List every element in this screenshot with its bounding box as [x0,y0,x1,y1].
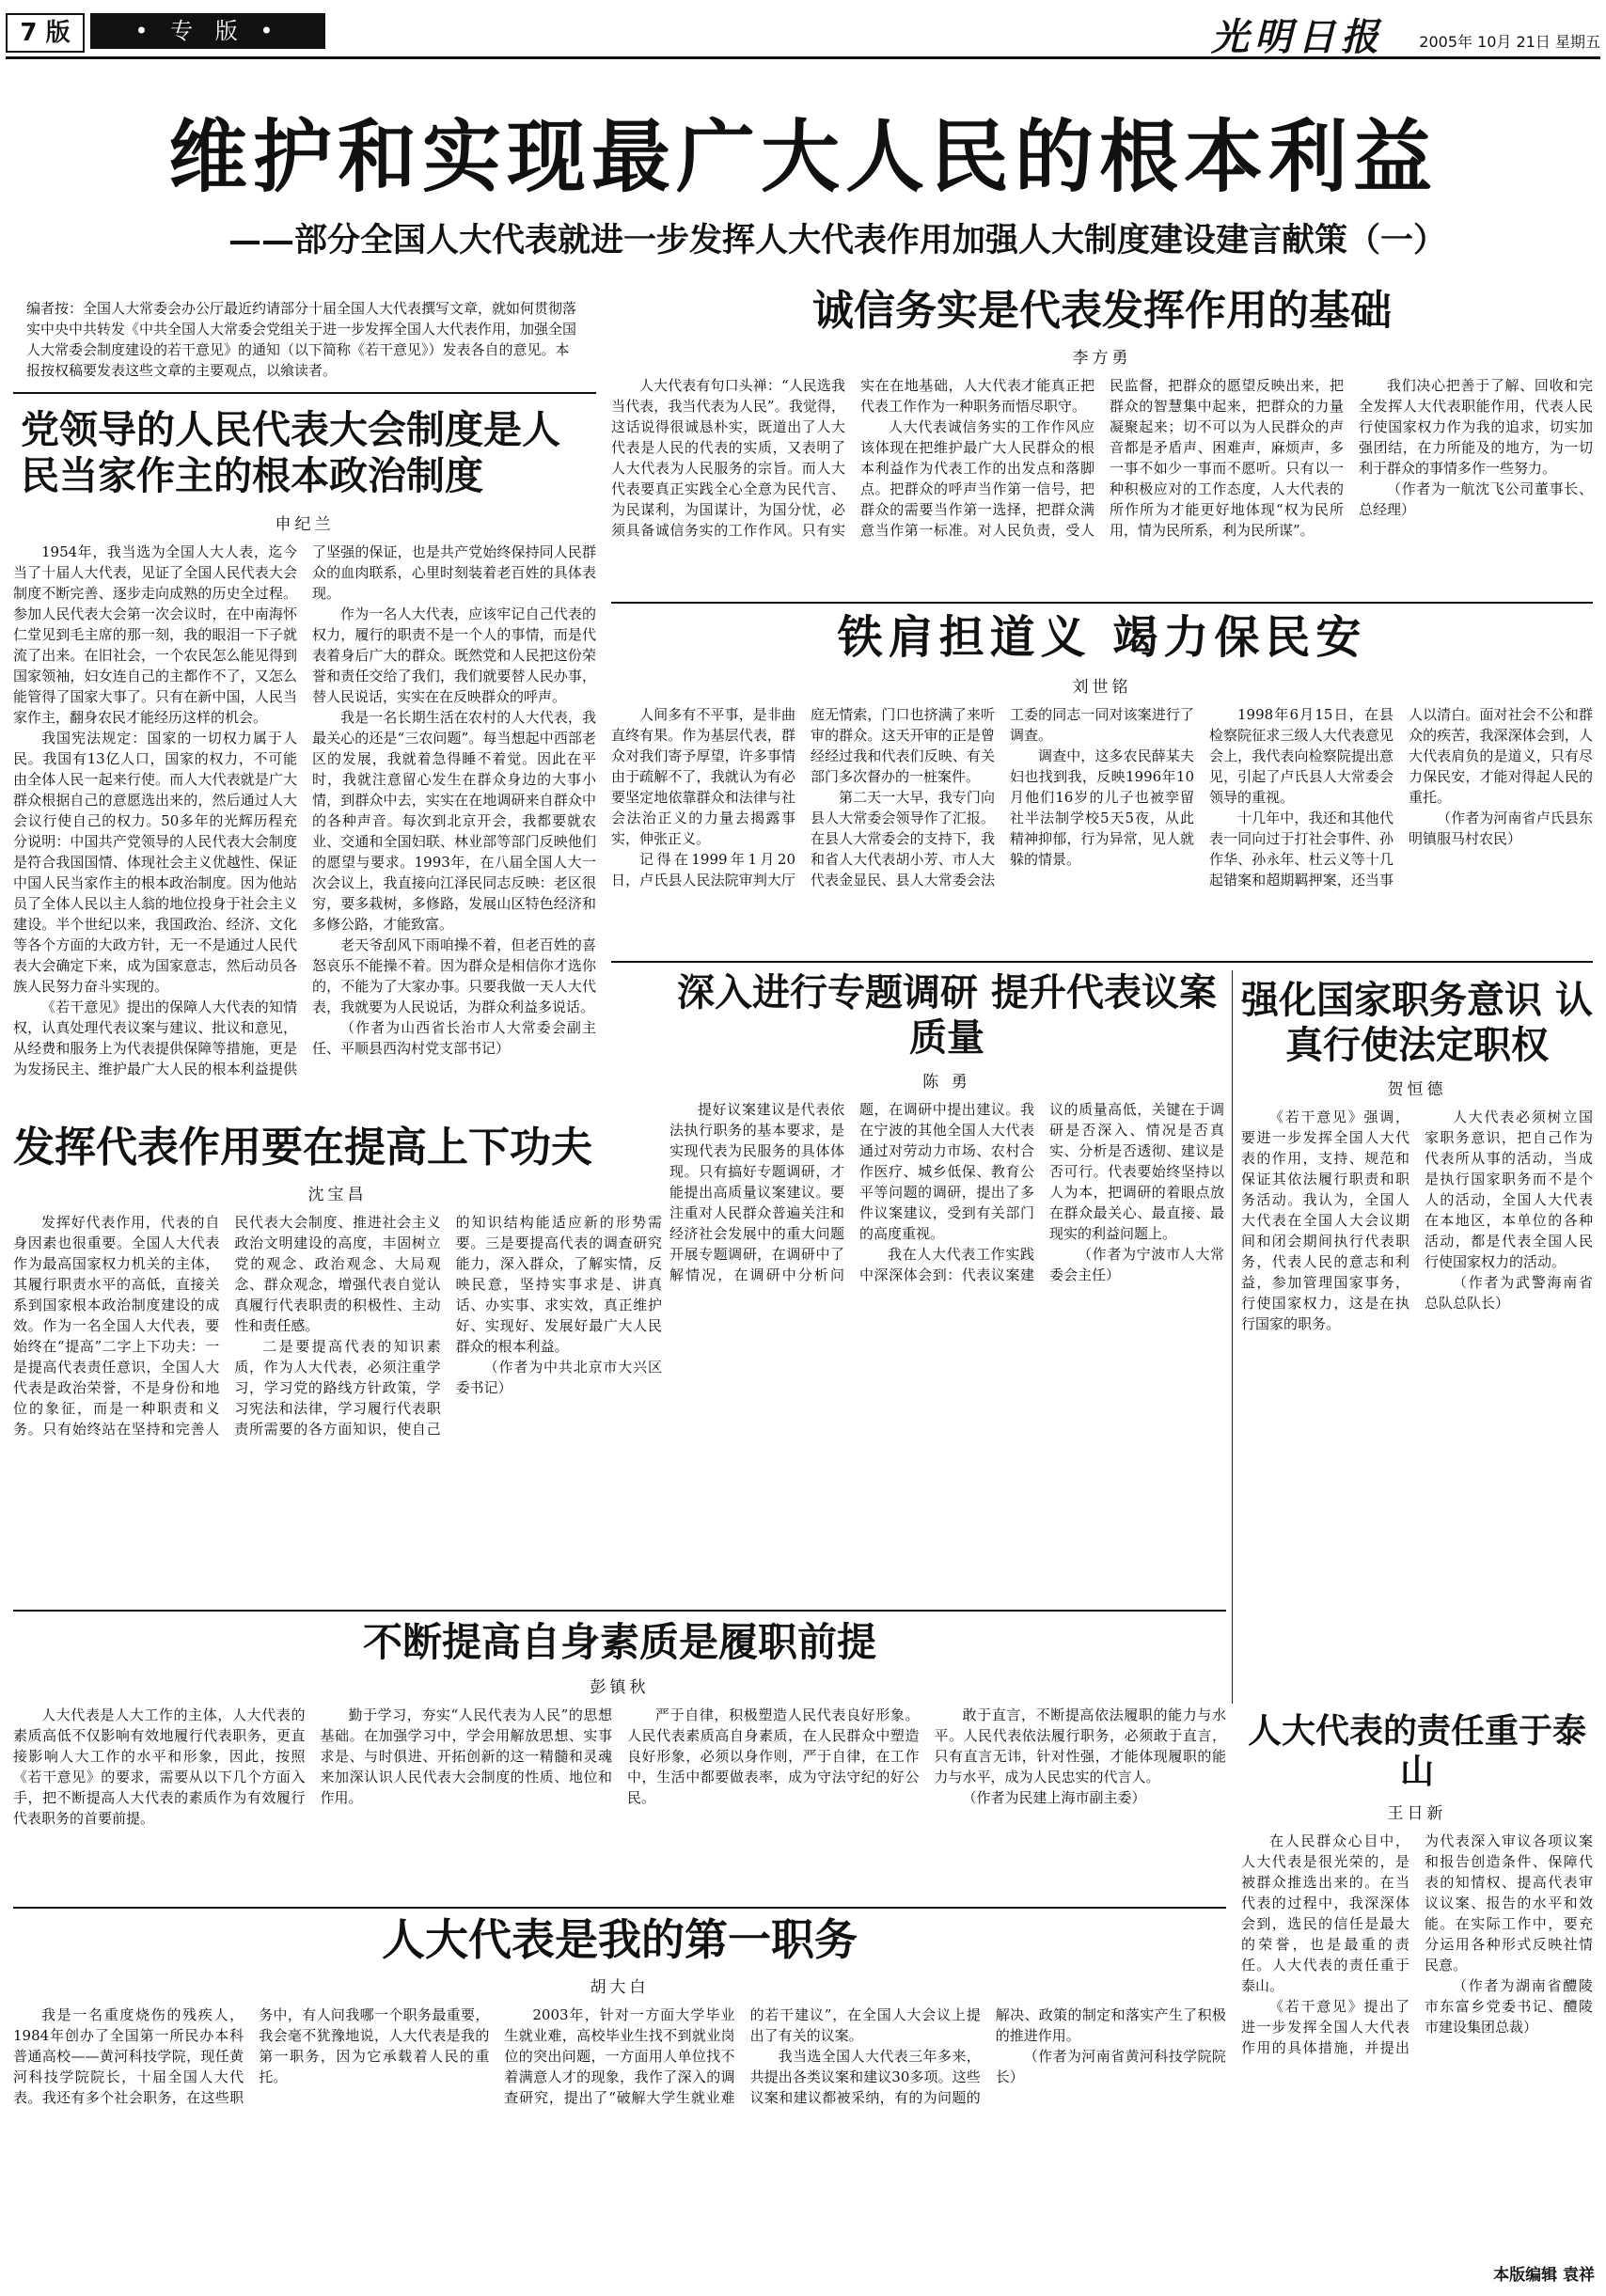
article-title: 党领导的人民代表大会制度是人民当家作主的根本政治制度 [21,407,560,499]
article-author: 李方勇 [1072,348,1132,368]
article-body [611,704,1593,890]
article-author: 陈 勇 [922,1073,971,1092]
article-title: 人大代表是我的第一职务 [382,1914,858,1965]
page-header [6,6,1600,59]
paragraph: 严于自律，积极塑造人民代表良好形象。人民代表素质高自身素质，在人民群众中塑造良好形象，必须以身作则，严于自律，在工作中，生活中都要做表率，成为守法守纪的好公民。 [627,1706,920,1807]
article-block-6 [1241,978,1593,1702]
article-body [13,542,596,1079]
paragraph: 《若干意见》强调，要进一步发挥全国人大代表的作用，支持、规范和保证其依法履行职责和职务活动。我认为，全国人大代表在全国人大会议期间和闭会期间执行代表职务，代表人民的意志和利益，参加管理国家事务，行使国家权力，这是在执行国家的职务。 [1241,1109,1409,1332]
paragraph: 1954年，我当选为全国人大人表，迄今当了十届人大代表，见证了全国人民代表大会制度不断完善、逐步走向成熟的历史全过程。参加人民代表大会第一次会议时，在中南海怀仁堂见到毛主席的那一刻，我的眼泪一下子就流了出来。在旧社会，一个农民怎么能见得到国家领袖，妇女连自己的主都作不了，又怎么能管得了国家大事了。只有在新中国，人民当家作主，翻身农民才能经历这样的机会。 [13,543,297,727]
article-title: 发挥代表作用要在提高上下功夫 [13,1124,592,1172]
paragraph: 记得在1999年1月20日，卢氏县人民法院审判大厅庭无情索，门口也挤满了来听审的群众。这天开审的正是曾经经过我和代表们反映、有关部门多次督办的一桩案件。 [611,705,995,889]
paragraph: 我在人大代表工作实践中深深体会到：代表议案建议的质量高低，关键在于调研是否深入、情况是否真实、分析是否透彻、建议是否可行。代表要始终坚持以人为本，把调研的着眼点放在群众最关心、最直接、最现实的利益问题上。 [859,1101,1224,1283]
paragraph: 人大代表是人大工作的主体，人大代表的素质高低不仅影响有效地履行代表职务，更直接影响人大工作的水平和形象，因此，按照《若干意见》的要求，需要从以下几个方面入手，把不断提高人大代表的素质作为有效履行代表职务的首要前提。 [13,1706,306,1828]
paragraph: 十几年中，我还和其他代表一同向过于打社会事件、孙作华、孙永年、杜云义等十几起错案和超期羁押案，还当事人以清白。面对社会不公和群众的疾苦，我深深体会到，人大代表肩负的是道义，只有尽力保民安，才能对得起人民的重托。 [1209,705,1593,889]
paragraph: 作为一名人大代表，应该牢记自己代表的权力，履行的职责不是一个人的事情，而是代表着身后广大的群众。既然党和人民把这份荣誉和责任交给了我们，我们就要替人民办事，替人民说话，实实在在反映群众的呼声。 [312,605,596,706]
paragraph: 我当选全国人大代表三年多来，共提出各类议案和建议30多项。这些议案和建议都被采纳，有的为问题的解决、政策的制定和落实产生了积极的推进作用。 [749,2006,1226,2107]
paragraph: 人大代表有句口头禅：“人民选我当代表，我当代表为人民”。我觉得，这话说得很诚恳朴实，既道出了人大代表是人民的代表的实质，又表明了人大代表为人民服务的宗旨。而人大代表要真正实践全心全意为民代言、为民谋利，为国谋计，为国分忧，必须具备诚信务实的工作作风。只有实实在在地基础，人大代表才能真正把代表工作作为一种职务而悟尽职守。 [611,376,1094,539]
article-body [1241,1107,1593,1334]
article-body [13,1212,662,1439]
article-block-7 [13,1619,1226,1901]
article-title: 强化国家职务意识 认真行使法定职权 [1241,979,1593,1067]
page-number: 7 版 [6,13,85,53]
paragraph: （作者为山西省长治市人大常委会副主任、平顺县西沟村党支部书记） [312,1019,596,1058]
article-block-2 [611,287,1593,597]
article-block-3 [611,611,1593,959]
paragraph: 人大代表必须树立国家职务意识，把自己作为代表所从事的活动，当成是执行国家职务而不是个人的活动，全国人大代表在本地区，本单位的各种活动，都是代表全国人民行使国家权力的活动。 [1425,1109,1593,1270]
paragraph: （作者为河南省黄河科技学院院长） [995,2048,1226,2086]
paragraph: 我是一名长期生活在农村的人大代表，我最关心的还是“三农问题”。每当想起中西部老区的发展，我就着急得睡不着觉。因此在平时，我就注意留心发生在群众身边的大事小情，到群众中去，实实在在地调研来自群众中的各种声音。每次到北京开会，我都要就农业、交通和全国妇联、林业部等部门反映他们的愿望与要求。1993年，在八届全国人大一次会议上，我直接向江泽民同志反映：老区很穷，要多栽树，多修路，发展山区特色经济和多修公路，才能致富。 [312,709,596,934]
paragraph: 我是一名重度烧伤的残疾人，1984年创办了全国第一所民办本科普通高校——黄河科技学院，现任黄河科技学院院长，十届全国人大代表。我还有多个社会职务，在这些职务中，有人问我哪一个职务最重要，我会毫不犹豫地说，人大代表是我的第一职务，因为它承载着人民的重托。 [13,2006,490,2107]
paragraph: 2003年，针对一方面大学毕业生就业难，高校毕业生找不到就业岗位的突出问题，一方面用人单位找不着满意人才的现象，我作了深入的调查研究，提出了“破解大学生就业难的若干建议”，在全国人大会议上提出了有关的议案。 [504,2006,981,2107]
paragraph: 调查中，这多农民薛某夫妇也找到我，反映1996年10月他们16岁的儿子也被孪留社半法制学校5天5夜，从此精神抑郁，行为异常，见人就躲的情景。 [1010,747,1194,868]
article-author: 刘世铭 [1072,677,1132,697]
paragraph: （作者为宁波市人大常委会主任） [1049,1246,1224,1283]
divider [13,1907,1226,1909]
article-block-9 [13,1914,1226,2272]
paragraph: 发挥好代表作用，代表的自身因素也很重要。全国人大代表作为最高国家权力机关的主体，其履行职责水平的高低，直接关系到国家根本政治制度建设的成效。作为一名全国人大代表，要始终在“提高”二字上下功夫：一是提高代表责任意识，全国人大代表是政治荣誉，不是身份和地位的象征，而是一种职责和义务。只有始终站在坚持和完善人民代表大会制度、推进社会主义政治文明建设的高度，丰固树立党的观念、政治观念、大局观念、群众观念，增强代表自觉认真履行代表职责的积极性、主动性和责任感。 [13,1213,441,1438]
article-block-4 [13,1124,662,1603]
editor-note: 编者按：全国人大常委会办公厅最近约请部分十届全国人大代表撰写文章，就如何贯彻落实中央中共转发《中共全国人大常委会党组关于进一步发挥全国人大代表作用，加强全国人大常委会制度建设的若干意见》的通知（以下简称《若干意见》）发表各自的意见。本报按权稿要发表这些文章的主要观点，以飨读者。 [13,287,596,394]
article-title: 深入进行专题调研 提升代表议案质量 [677,971,1217,1060]
article-block-1 [13,287,596,1114]
paragraph: （作者为湖南省醴陵市东富乡党委书记、醴陵市建设集团总裁） [1425,1977,1593,2037]
paragraph: 人间多有不平事，是非曲直终有果。作为基层代表，群众对我们寄予厚望，许多事情由于疏解不了，我就认为有必要坚定地依靠群众和法律与社会法治正义的力量去揭露事实，伸张正义。 [611,705,795,847]
divider [611,602,1593,604]
article-block-8 [1241,1711,1593,2238]
article-title: 铁肩担道义 竭力保民安 [837,611,1367,664]
article-title: 诚信务实是代表发挥作用的基础 [812,287,1392,335]
paragraph: （作者为一航沈飞公司董事长、总经理） [1359,480,1593,518]
issue-date: 2005年 10月 21日 星期五 [1419,33,1600,51]
paragraph: 我们决心把善于了解、回收和完全发挥人大代表职能作用，代表人民行使国家权力作为我的追求，切实加强团结，在力所能及的地方，为一切利于群众的事情多作一些努力。 [1359,376,1593,477]
paragraph: 人大代表诚信务实的工作作风应该体现在把维护最广大人民群众的根本利益作为代表工作的出发点和落脚点。把群众的呼声当作第一信号，把群众的需要当作第一选择，把群众满意当作第一标准。对人民负责，受人民监督，把群众的愿望反映出来，把群众的智慧集中起来，把群众的力量凝聚起来；切不可以为人民群众的声音都是矛盾声、困难声，麻烦声，多一事不如少一事而不愿听。只有以一种积极应对的工作态度，人大代表的所作所为才能更好地体现“权为民所用，情为民所系，利为民所谋”。 [860,376,1344,539]
main-subheadline: ——部分全国人大代表就进一步发挥人大代表作用加强人大制度建设建言献策（一） [228,221,1446,259]
paragraph: （作者为武警海南省总队总队长） [1425,1274,1593,1312]
article-author: 沈宝昌 [307,1185,368,1204]
paragraph: 敢于直言，不断提高依法履职的能力与水平。人民代表依法履行职务，必须敢于直言，只有直言无讳，针对性强，才能体现履职的能力与水平，成为人民忠实的代言人。 [934,1706,1226,1786]
article-body [611,375,1593,541]
paragraph: 《若干意见》提出了进一步发挥全国人大代表作用的具体措施，并提出为代表深入审议各项议案和报告创造条件、保障代表的知情权、提高代表审议议案、报告的水平和效能。在实际工作中，要充分运用各种形式反映社情民意。 [1241,1832,1593,2057]
divider [611,961,1593,963]
paragraph: 我国宪法规定：国家的一切权力属于人民。我国有13亿人口，国家的权力，不可能由全体人民一起来行使。而人大代表就是广大群众根据自己的意愿选出来的，然后通过人大会议行使自己的权力。50多年的光辉历程充分说明：中国共产党领导的人民代表大会制度是符合我国国情、体现社会主义优越性、保证中国人民当家作主的根本政治制度。因为他站员了全体人民以主人翁的地位投身于社会主义建设。半个世纪以来，我国政治、经济、文化等各个方面的大政方针，无一不是通过人民代表大会确定下来，成为国家意志，然后动员各族人民努力奋斗实现的。 [13,730,297,996]
article-author: 胡大白 [590,1978,650,1998]
article-title: 人大代表的责任重于泰山 [1247,1712,1586,1792]
paragraph: （作者为中共北京市大兴区委书记） [455,1358,662,1396]
paragraph: 1998年6月15日，在县检察院征求三级人大代表意见会上，我代表向检察院提出意见，引起了卢氏县人大常委会领导的重视。 [1209,705,1393,806]
paragraph: 《若干意见》提出的保障人大代表的知情权，认真处理代表议案与建议、批议和意见，从经费和服务上为代表提供保障等措施，更是为发扬民主、维护最广大人民的根本利益提供了坚强的保证，也是共产党始终保持同人民群众的血肉联系，心里时刻装着老百姓的具体表现。 [13,543,596,1078]
paragraph: （作者为民建上海市副主委） [962,1789,1146,1807]
paragraph: 第二天一大早，我专门向县人大常委会领导作了汇报。在县人大常委会的支持下，我和省人大代表胡小芳、市人大代表金显民、县人大常委会法工委的同志一同对该案进行了调查。 [811,705,1194,889]
article-body [13,2005,1226,2108]
article-body [1241,1831,1593,2058]
page-editor-credit: 本版编辑 袁祥 [1493,2266,1595,2285]
article-body [669,1099,1224,1285]
main-headline: 维护和实现最广大人民的根本利益 [167,111,1438,203]
paragraph: 勤于学习，夯实“人民代表为人民”的思想基础。在加强学习中，学会用解放思想、实事求是、与时俱进、开拓创新的这一精髓和灵魂来加深认识人民代表大会制度的性质、地位和作用。 [320,1706,612,1807]
divider [1232,970,1233,1704]
paragraph: 二是要提高代表的知识素质，作为人大代表，必须注重学习，学习党的路线方针政策，学习宪法和法律，学习履行代表职责所需要的各方面知识，使自己的知识结构能适应新的形势需要。三是要提高代表的调查研究能力，深入群众，了解实情，反映民意，坚持实事求是、讲真话、办实事、求实效，真正维护好、实现好、发展好最广大人民群众的根本利益。 [234,1213,662,1438]
article-author: 贺恒德 [1387,1080,1447,1099]
article-title: 不断提高自身素质是履职前提 [362,1619,876,1665]
article-author: 申纪兰 [275,515,335,535]
paragraph: 提好议案建议是代表依法执行职务的基本要求，是实现代表为民服务的具体体现。只有搞好专题调研，才能提出高质量议案建议。要注重对人民群众普遍关注和经济社会发展中的重大问题开展专题调研，在调研中了解情况，在调研中分析问题，在调研中提出建议。我在宁波的其他全国人大代表通过对劳动力市场、农村合作医疗、城乡低保、教育公平等问题的调研，提出了多件议案建议，受到有关部门的高度重视。 [669,1101,1034,1283]
paragraph: （作者为河南省卢氏县东明镇服马村农民） [1409,809,1593,847]
article-author: 王日新 [1387,1804,1447,1824]
section-label: • 专 版 • [90,13,325,49]
paragraph: 在人民群众心目中，人大代表是很光荣的，是被群众推选出来的。在当代表的过程中，我深深体会到，选民的信任是最大的荣誉，也是最重的责任。人大代表的责任重于泰山。 [1241,1832,1409,1995]
divider [13,1610,1226,1612]
newspaper-name: 光明日报 [1211,15,1384,59]
article-block-5 [669,970,1224,1600]
article-author: 彭镇秋 [590,1678,650,1698]
paragraph: 老天爷刮风下雨咱操不着，但老百姓的喜怒哀乐不能操不着。因为群众是相信你才选你的，不能为了大家办事。只要我做一天人大代表，我就要为人民说话，为群众利益多说话。 [312,936,596,1016]
article-body [13,1705,1226,1829]
